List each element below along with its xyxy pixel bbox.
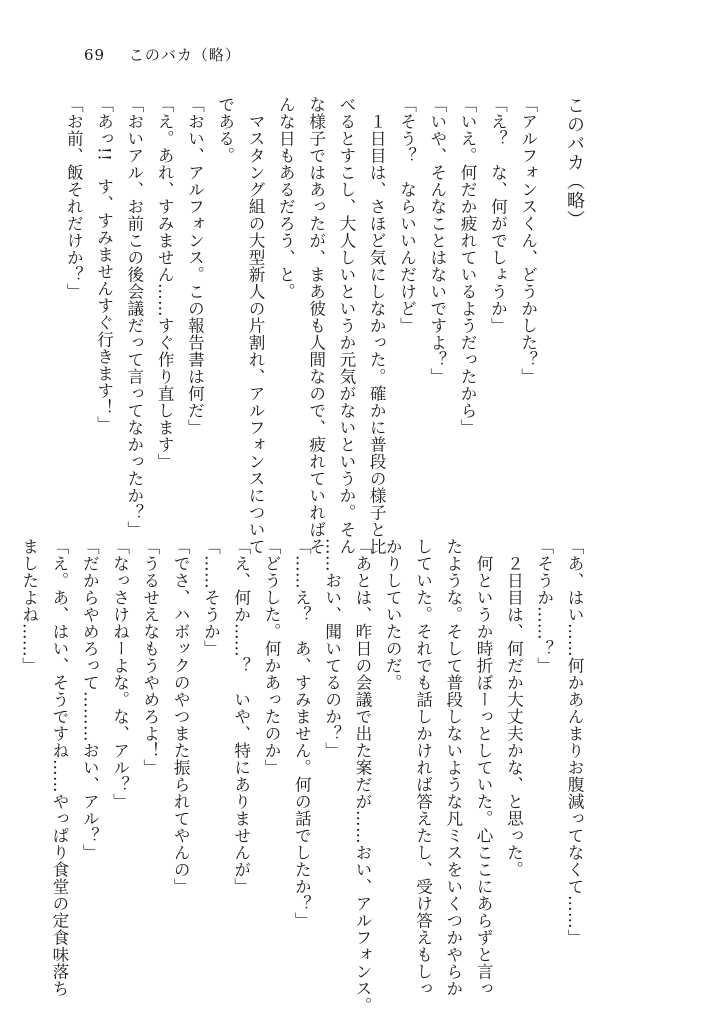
text-line: べるとすこし、大人しいというか元気がないというか。そん [336, 96, 356, 555]
text-line: 「なっさけねーよな。な、アル？」 [110, 538, 130, 810]
text-line: 「え、何か……？ いや、特にありませんが」 [231, 538, 251, 895]
text-line: 「え。あ、はい、そうですね……やっぱり食堂の定食味落ち [49, 538, 69, 997]
text-line: 「どうした。何かあったのか」 [262, 538, 282, 776]
text-line: ましたよね……」 [19, 538, 39, 674]
text-line: 「……そうか」 [201, 538, 221, 657]
text-line: たような。そして普段しないような凡ミスをいくつかやらか [443, 538, 463, 997]
text-line: である。 [215, 96, 235, 164]
text-line: 「おい、アルフォンス。この報告書は何だ」 [185, 96, 205, 436]
text-line: 「お前、飯それだけか？」 [64, 96, 84, 300]
upper-text-block [58, 96, 589, 555]
text-line: 「アルフォンスくん、どうかした？」 [518, 96, 538, 385]
chapter-title: このバカ（略） [564, 96, 585, 229]
text-line: 「いえ。何だか疲れているようだったから」 [458, 96, 478, 436]
text-line: かりしていたのだ。 [383, 538, 403, 691]
text-line: 「そうか……？」 [534, 538, 554, 674]
text-line: 何というか時折ぼーっとしていた。心ここにあらずと言っ [474, 538, 494, 997]
text-line: 「え？ な、何がでしょうか」 [488, 96, 508, 334]
running-header [84, 44, 241, 65]
text-line: な様子ではあったが、まあ彼も人間なので、疲れていればそ [306, 96, 326, 555]
text-line: していた。それでも話しかければ答えたし、受け答えもしっ [413, 538, 433, 997]
text-line: ……おい、聞いてるのか？」 [322, 538, 342, 759]
text-line: マスタング組の大型新人の片割れ、アルフォンスについて [246, 96, 266, 555]
page-number: 69 [84, 46, 106, 64]
text-line: 「そう？ ならいいんだけど」 [397, 96, 417, 334]
text-line: んな日もあるだろう、と。 [276, 96, 296, 300]
text-line: 「だからやめろって………おい、アル？」 [80, 538, 100, 861]
text-line: 「あ、はい……何かあんまりお腹減ってなくて……」 [565, 538, 584, 946]
text-line: 「でさ、ハボックのやつまた振られてやんの」 [171, 538, 191, 895]
text-line: 「あとは、昨日の会議で出た案だが……おい、アルフォンス。 [352, 538, 372, 1014]
text-line: 「あっ!! す、すみませんすぐ行きます！」 [94, 96, 114, 434]
text-line: 「うるせえなもうやめろよ！」 [140, 538, 160, 776]
title-spacer [543, 96, 559, 516]
text-line: ２日目は、何だか大丈夫かな、と思った。 [504, 538, 524, 878]
text-line: 「いや、そんなことはないですよ？」 [427, 96, 447, 385]
running-title: このバカ（略） [128, 46, 241, 64]
text-line: １日目は、さほど気にしなかった。確かに普段の様子と比 [367, 96, 387, 555]
text-line: 「おいアル、お前この後会議だって言ってなかったか？」 [124, 96, 144, 538]
text-line: 「え。あれ、すみません……すぐ作り直します」 [155, 96, 175, 470]
text-line: 「……え？ あ、すみません。何の話でしたか？」 [292, 538, 312, 929]
lower-text-block [13, 538, 589, 1014]
